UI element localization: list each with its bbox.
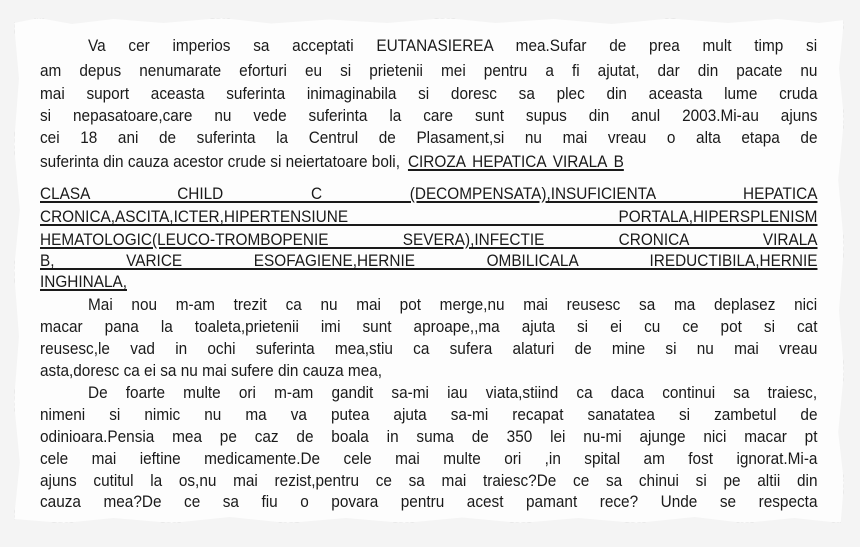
text-line: macar pana la toaleta,prietenii imi sunt aproape,,ma ajuta si ei cu ce pot si cat xyxy=(40,318,818,336)
text-line: asta,doresc ca ei sa nu mai sufere din cauza mea, xyxy=(40,362,383,380)
diagnosis-line: B, VARICE ESOFAGIENE,HERNIE OMBILICALA IREDUCTIBILA,HERNIE xyxy=(40,252,818,270)
text-line: reusesc,le vad in ochi suferinta mea,stiu ca sufera alaturi de mine si nu mai vreau xyxy=(40,340,818,358)
text-line: mai suport aceasta suferinta inimaginabila si doresc sa plec din aceasta lume cruda xyxy=(40,85,818,103)
text-line: De foarte multe ori m-am gandit sa-mi iau viata,stiind ca daca continui sa traiesc, xyxy=(88,384,818,402)
text-segment: suferinta din cauza acestor crude si neiertatoare boli, xyxy=(40,153,400,171)
text-line xyxy=(40,152,817,172)
diagnosis-underlined: CIROZA HEPATICA VIRALA B xyxy=(407,153,624,171)
diagnosis-line: CLASA CHILD C (DECOMPENSATA),INSUFICIENTA HEPATICA xyxy=(40,185,818,203)
text-line: cele mai ieftine medicamente.De cele mai multe ori ,in spital am fost ignorat.Mi-a xyxy=(40,450,818,468)
text-line: cauza mea?De ce sa fiu o povara pentru acest pamant rece? Unde se respecta xyxy=(40,493,818,511)
text-line: nimeni si nimic nu ma va putea ajuta sa-mi recapat sanatatea si zambetul de xyxy=(40,406,818,424)
text-line: Mai nou m-am trezit ca nu mai pot merge,nu mai reusesc sa ma deplasez nici xyxy=(88,296,818,314)
text-line: cei 18 ani de suferinta la Centrul de Plasament,si nu mai vreau o alta etapa de xyxy=(40,129,818,147)
text-line: odinioara.Pensia mea pe caz de boala in suma de 350 lei nu-mi ajunge nici macar pt xyxy=(40,428,818,446)
diagnosis-line: CRONICA,ASCITA,ICTER,HIPERTENSIUNE PORTALA,HIPERSPLENISM xyxy=(40,208,818,226)
text-line: si nepasatoare,care nu vede suferinta la care sunt supus din anul 2003.Mi-au ajuns xyxy=(40,107,818,125)
text-line: am depus nenumarate eforturi eu si prietenii mei pentru a fi ajutat, dar din pacate nu xyxy=(40,62,818,80)
diagnosis-line: HEMATOLOGIC(LEUCO-TROMBOPENIE SEVERA),INFECTIE CRONICA VIRALA xyxy=(40,231,818,249)
diagnosis-line: INGHINALA, xyxy=(40,273,127,291)
text-line: Va cer imperios sa acceptati EUTANASIEREA mea.Sufar de prea mult timp si xyxy=(88,37,818,55)
text-line: ajuns cutitul la os,nu mai rezist,pentru ce sa mai traiesc?De ce sa chinui si pe altii din xyxy=(40,472,818,490)
